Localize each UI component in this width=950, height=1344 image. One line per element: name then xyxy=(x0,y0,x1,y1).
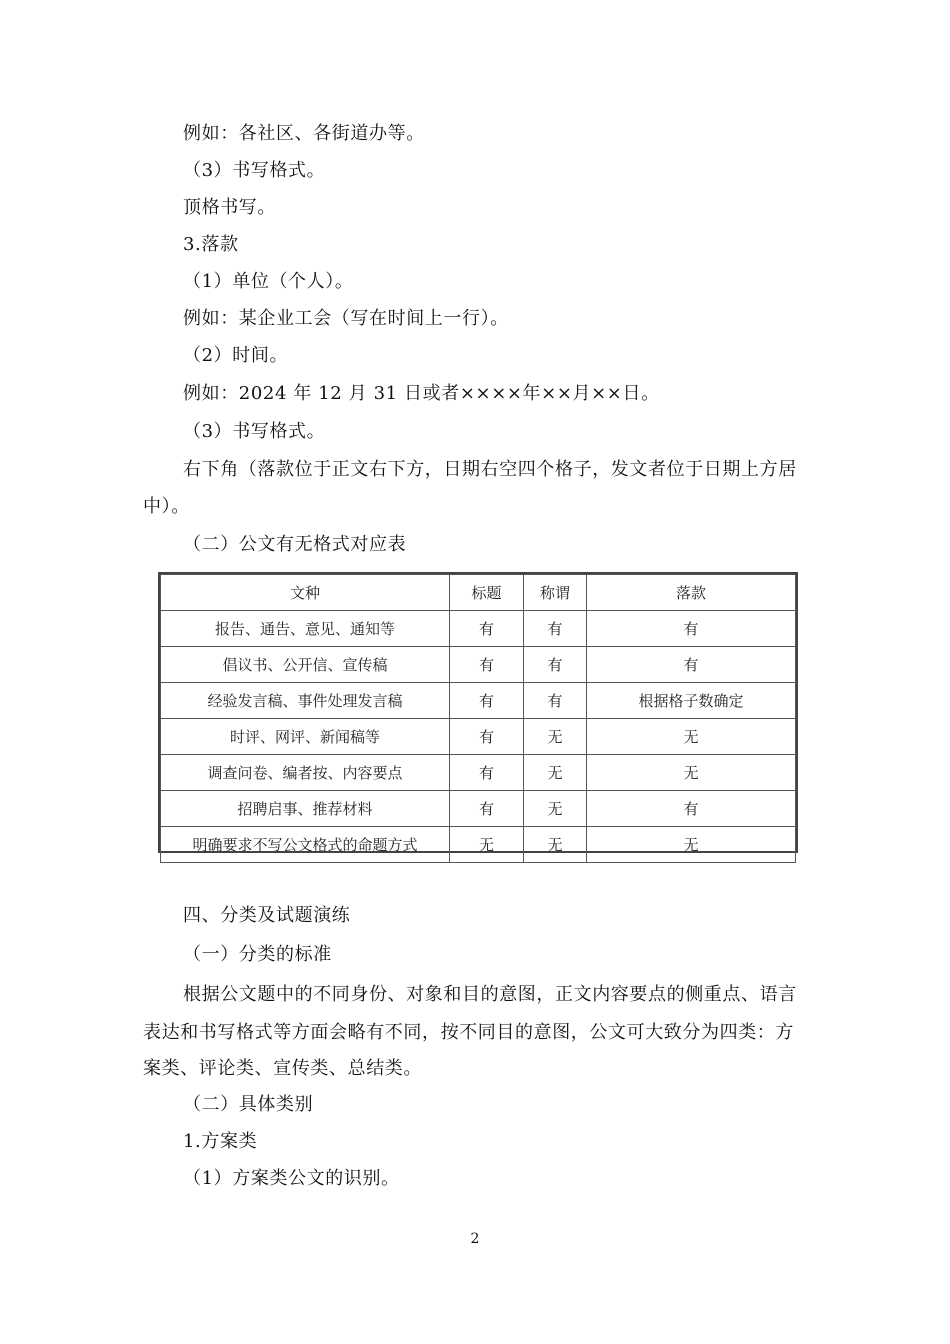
text-line: （2）时间。 xyxy=(183,345,289,366)
table-caption: （二）公文有无格式对应表 xyxy=(183,534,407,555)
text-line: 例如：2024 年 12 月 31 日或者××××年××月××日。 xyxy=(183,383,660,404)
table-cell: 有 xyxy=(450,791,524,827)
table-cell: 有 xyxy=(450,755,524,791)
table-cell: 倡议书、公开信、宣传稿 xyxy=(161,647,450,683)
table-cell: 有 xyxy=(450,611,524,647)
table-header-cell: 称谓 xyxy=(524,575,587,611)
table-cell: 根据格子数确定 xyxy=(587,683,796,719)
table-cell: 时评、网评、新闻稿等 xyxy=(161,719,450,755)
table-cell: 无 xyxy=(524,827,587,863)
text-line: 例如：各社区、各街道办等。 xyxy=(183,123,425,144)
table-cell: 无 xyxy=(587,719,796,755)
text-line: 顶格书写。 xyxy=(183,197,276,218)
table-cell: 无 xyxy=(587,755,796,791)
table-cell: 招聘启事、推荐材料 xyxy=(161,791,450,827)
text-line: 例如：某企业工会（写在时间上一行）。 xyxy=(183,308,509,329)
table-header-row xyxy=(161,575,796,611)
table-cell: 无 xyxy=(524,755,587,791)
table-cell: 经验发言稿、事件处理发言稿 xyxy=(161,683,450,719)
table-cell: 有 xyxy=(524,611,587,647)
text-line: （3）书写格式。 xyxy=(183,421,326,442)
format-table xyxy=(158,572,798,853)
table-cell: 无 xyxy=(450,827,524,863)
table-header-cell: 标题 xyxy=(450,575,524,611)
table-cell: 报告、通告、意见、通知等 xyxy=(161,611,450,647)
table-cell: 有 xyxy=(587,791,796,827)
table-row xyxy=(161,827,796,863)
table-header-cell: 落款 xyxy=(587,575,796,611)
table-cell: 有 xyxy=(524,647,587,683)
section-heading: 1.方案类 xyxy=(183,1131,258,1152)
page-number: 2 xyxy=(470,1231,480,1247)
table-cell: 无 xyxy=(587,827,796,863)
section-heading: 3.落款 xyxy=(183,234,239,255)
section-heading: 四、分类及试题演练 xyxy=(183,905,351,926)
subsection-heading: （一）分类的标准 xyxy=(183,944,332,965)
table-cell: 调查问卷、编者按、内容要点 xyxy=(161,755,450,791)
subsection-heading: （二）具体类别 xyxy=(183,1094,314,1115)
table-cell: 明确要求不写公文格式的命题方式 xyxy=(161,827,450,863)
table-cell: 有 xyxy=(450,647,524,683)
table-cell: 有 xyxy=(524,683,587,719)
text-line: 根据公文题中的不同身份、对象和目的意图，正文内容要点的侧重点、语言 xyxy=(183,984,797,1005)
table-cell: 有 xyxy=(587,611,796,647)
text-line: （1）方案类公文的识别。 xyxy=(183,1168,400,1189)
table-cell: 无 xyxy=(524,719,587,755)
table-cell: 有 xyxy=(450,683,524,719)
text-line: 右下角（落款位于正文右下方，日期右空四个格子，发文者位于日期上方居 xyxy=(183,459,797,480)
table-row xyxy=(161,683,796,719)
table-row xyxy=(161,791,796,827)
table-header-cell: 文种 xyxy=(161,575,450,611)
table-row xyxy=(161,719,796,755)
table-cell: 有 xyxy=(587,647,796,683)
table-row xyxy=(161,755,796,791)
text-line: 案类、评论类、宣传类、总结类。 xyxy=(143,1058,422,1079)
table-row xyxy=(161,647,796,683)
text-line: （3）书写格式。 xyxy=(183,160,326,181)
text-line: （1）单位（个人）。 xyxy=(183,271,354,292)
text-line: 表达和书写格式等方面会略有不同，按不同目的意图，公文可大致分为四类：方 xyxy=(143,1022,794,1043)
table-cell: 无 xyxy=(524,791,587,827)
table-row xyxy=(161,611,796,647)
table-cell: 有 xyxy=(450,719,524,755)
text-line: 中）。 xyxy=(143,496,190,517)
